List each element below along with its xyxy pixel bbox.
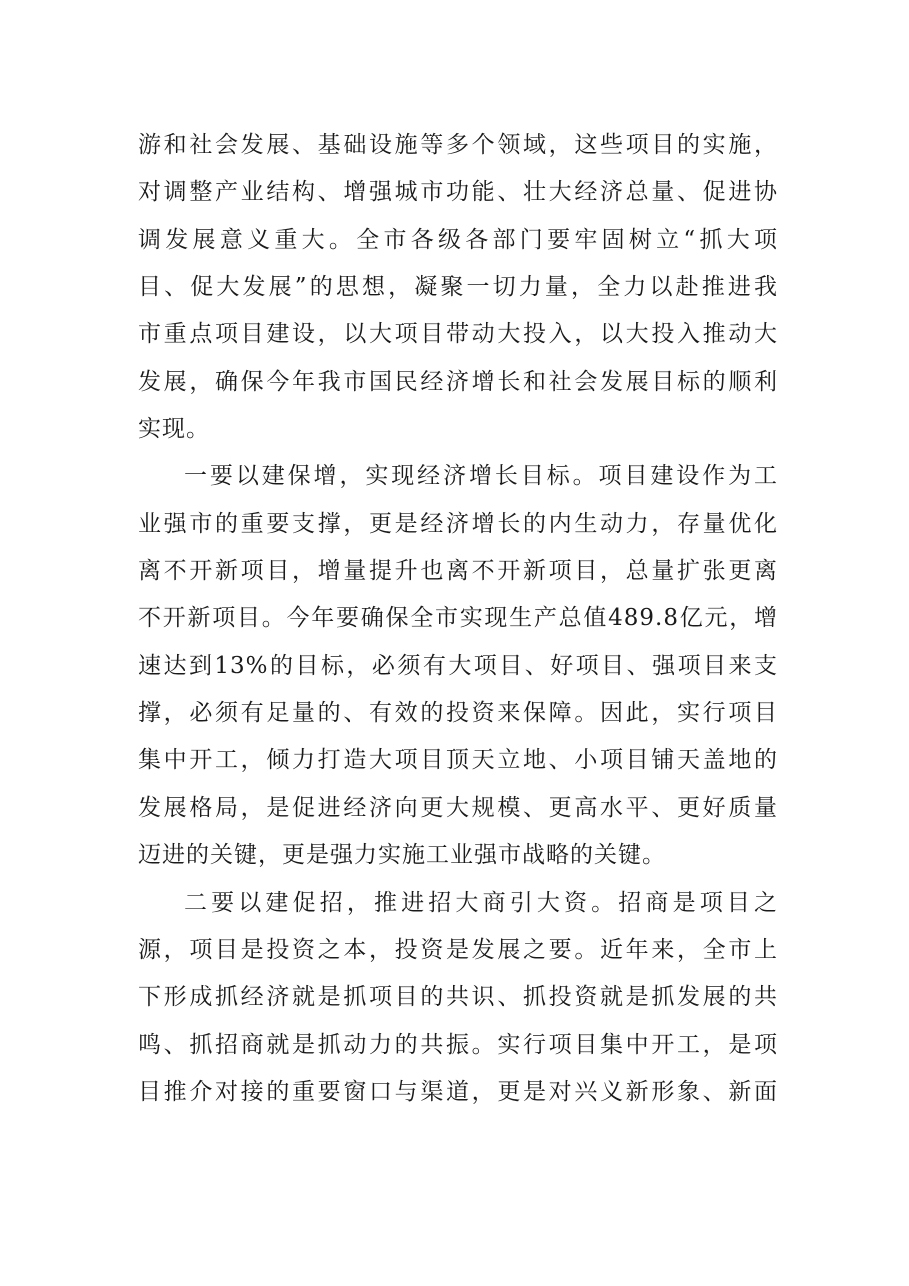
text-line: 发展格局，是促进经济向更大规模、更高水平、更好质量 [138, 794, 778, 821]
text-line: 一要以建保增，实现经济增长目标。项目建设作为工 [184, 463, 778, 490]
text-line: 鸣、抓招商就是抓动力的共振。实行项目集中开工，是项 [138, 1031, 778, 1058]
text-line: 实现。 [138, 416, 210, 443]
text-line: 集中开工，倾力打造大项目顶天立地、小项目铺天盖地的 [138, 747, 778, 774]
paragraph [138, 122, 778, 453]
text-line: 目、促大发展”的思想，凝聚一切力量，全力以赴推进我 [138, 274, 778, 301]
text-line: 迈进的关键，更是强力实施工业强市战略的关键。 [138, 842, 666, 869]
text-line: 调发展意义重大。全市各级各部门要牢固树立“抓大项 [138, 226, 778, 253]
text-line: 二要以建促招，推进招大商引大资。招商是项目之 [184, 889, 778, 916]
text-line: 源，项目是投资之本，投资是发展之要。近年来，全市上 [138, 936, 778, 963]
text-line: 撑，必须有足量的、有效的投资来保障。因此，实行项目 [138, 700, 778, 727]
document-body [138, 122, 778, 1116]
text-line: 游和社会发展、基础设施等多个领域，这些项目的实施， [138, 132, 778, 158]
text-line: 发展，确保今年我市国民经济增长和社会发展目标的顺利 [138, 368, 778, 395]
text-line: 下形成抓经济就是抓项目的共识、抓投资就是抓发展的共 [138, 984, 778, 1011]
text-line: 对调整产业结构、增强城市功能、壮大经济总量、促进协 [138, 179, 778, 206]
paragraph [138, 880, 778, 1117]
paragraph [138, 453, 778, 879]
text-line: 市重点项目建设，以大项目带动大投入，以大投入推动大 [138, 321, 778, 348]
text-line: 不开新项目。今年要确保全市实现生产总值489.8亿元，增 [138, 605, 778, 632]
text-line: 目推介对接的重要窗口与渠道，更是对兴义新形象、新面 [138, 1078, 778, 1105]
text-line: 离不开新项目，增量提升也离不开新项目，总量扩张更离 [138, 558, 778, 585]
text-line: 速达到13%的目标，必须有大项目、好项目、强项目来支 [138, 652, 778, 679]
text-line: 业强市的重要支撑，更是经济增长的内生动力，存量优化 [138, 510, 778, 537]
